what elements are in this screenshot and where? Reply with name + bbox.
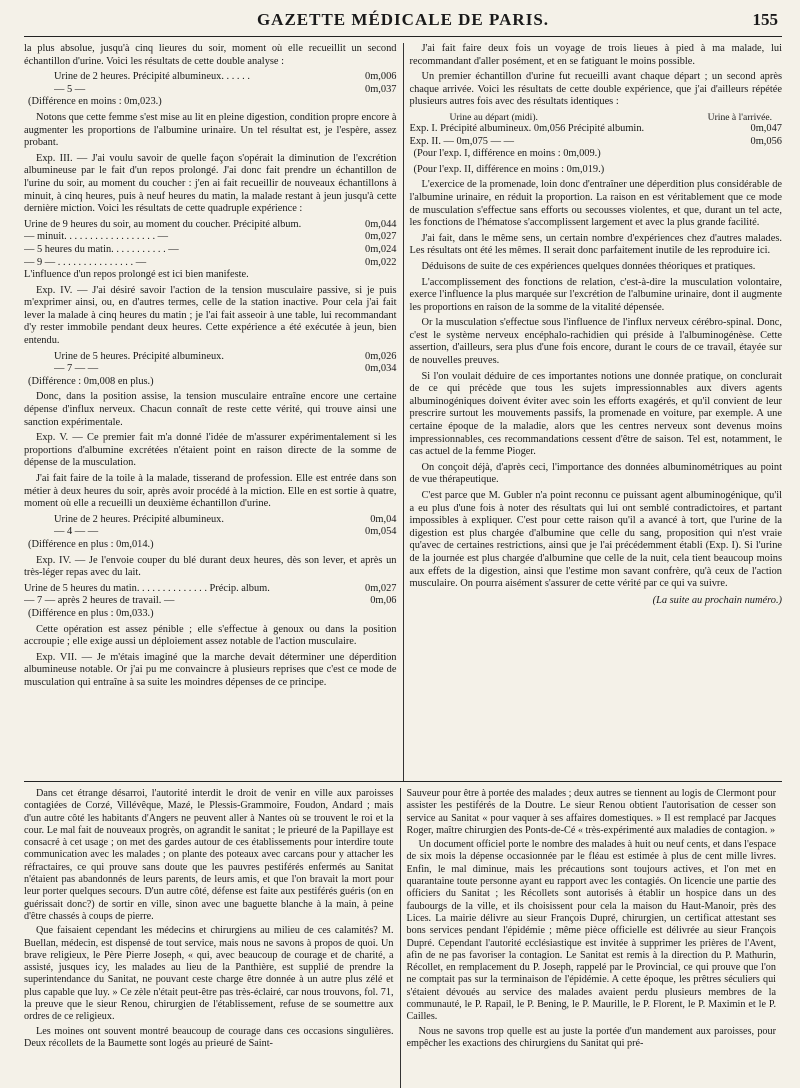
paragraph: Que faisaient cependant les médecins et chirurgiens au milieu de ces calamités? M. Buellan, médecin, est dispensé de tout service, mais nous ne savons à propos de quoi. Un brave religieux, le Père Pierre Joseph, « qui, avec beaucoup de courage et de charité, a assisté, jusques icy, les malades au lieu de la Panthière, est supplié de prendre la superintendance du Sanitat, ne pouvant ceste charge être donnée à un autre plus zélé et plus capable que luy. » Ce zèle n'était peut-être pas très-éclairé, car nous trouvons, fol. 71, la preuve que le sieur Renou, chirurgien de l'établissement, refuse de se soumettre aux ordres de ce religieux. [24, 925, 394, 1023]
feuilleton-section [24, 782, 782, 1088]
result-row: Urine de 5 heures. Précipité albumineux. 0m,026 [54, 350, 397, 362]
paragraph: On conçoit déjà, d'après ceci, l'importance des données albuminométriques au point de vue thérapeutique. [409, 461, 782, 486]
paragraph: Exp. IV. — Je l'envoie couper du blé durant deux heures, dès son lever, et après un très-léger repas avec du lait. [24, 554, 397, 579]
paragraph: Exp. III. — J'ai voulu savoir de quelle façon s'opérait la diminution de l'excrétion albumineuse par le fait d'un repos prolongé. J'ai donc fait prendre un échantillon de l'urine du soir, au moment du coucher : j'en ai fait recueillir de nouveaux échantillons à minuit, à cinq heures, puis à neuf heures du matin, la malade restant à jeun jusqu'à cette dernière miction. Voici les résultats de cette quadruple expérience : [24, 152, 397, 215]
left-column [24, 43, 404, 781]
page-header [24, 10, 782, 37]
paragraph: Nous ne savons trop quelle est au juste la portée d'un mandement aux paroisses, pour empêcher les exactions des chirurgiens du Sanitat qui pré- [406, 1025, 776, 1049]
difference-note: (Pour l'exp. II, différence en moins : 0m,019.) [413, 163, 605, 175]
paragraph: Notons que cette femme s'est mise au lit en pleine digestion, condition propre encore à augmenter les proportions de l'albumine urinaire. Un tel résultat est, je l'espère, assez probant. [24, 111, 397, 149]
paragraph: Si l'on voulait déduire de ces importantes notions une donnée pratique, on conclurait de ce qui précède que tous les sujets impressionnables aux divers agents albuminogéniques doivent éviter avec soin les efforts exagérés, et qu'il convient de leur prescrire surtout les mouvements passifs, la promenade en voiture, par exemple. A une certaine époque de la maladie, alors que les centres nerveux sont devenus moins impressionnables, ces recommandations cessent d'être de saison. Tel est, notamment, le cas actuel de la femme Pioger. [409, 370, 782, 458]
paragraph: Dans cet étrange désarroi, l'autorité interdit le droit de venir en ville aux paroisses contagiées de Corzé, Villévêque, Mazé, le Plessis-Grammoire, Foudon, Andard ; mais d'un autre côté les habitants d'Angers ne peuvent aller à Nantes où se trouvent le roi et la cour. Le mal fait de nouveaux progrès, on agrandit le sanitat ; le prieuré de la Papillaye est consacré à cet usage ; on met des gardes autour de ces établissements pour interdire toute communication avec les malades ; on plante des poteaux avec carcans pour y attacher les réfractaires, ce qui prouve sans doute que les pauvres pestiférés enfermés au Sanitat n'étaient pas abandonnés de leurs parents, de leurs amis, et que l'on bravait la mort pour leur porter quelques secours. D'un autre côté, défense est faite aux pestiférés guéris (on en guérissait donc?) de sortir en ville, sinon avec une baguette blanche à la main, à peine d'être chassés à coups de pierre. [24, 788, 394, 922]
paragraph: Un premier échantillon d'urine fut recueilli avant chaque départ ; un second après chaque arrivée. Voici les résultats de cette double expérience, que j'ai d'ailleurs répétée plusieurs autres fois avec des résultats identiques : [409, 71, 782, 108]
paragraph: J'ai fait faire deux fois un voyage de trois lieues à pied à ma malade, lui recommandant d'aller posément, et en se fatiguant le moins possible. [409, 43, 782, 67]
result-row: — 9 — . . . . . . . . . . . . . . . — 0m,022 [24, 256, 397, 268]
result-row: — 7 — — 0m,034 [54, 363, 397, 375]
result-row: — 5 heures du matin. . . . . . . . . . . — 0m,024 [24, 243, 397, 255]
paragraph: Déduisons de suite de ces expériences quelques données théoriques et pratiques. [421, 260, 756, 272]
result-row: Urine de 2 heures. Précipité albumineux. 0m,04 [54, 513, 397, 525]
page-number: 155 [752, 10, 778, 29]
paragraph: J'ai fait, dans le même sens, un certain nombre d'expériences chez d'autres malades. Les résultats ont été les mêmes. Il serait donc parfaitement inutile de les reproduire ici. [409, 232, 782, 257]
paragraph: Donc, dans la position assise, la tension musculaire entraîne encore une certaine dépense d'influx nerveux. Chacun connaît de reste cette vérité, qui trouve ainsi une sanction expérimentale. [24, 391, 397, 428]
continuation-note: (La suite au prochain numéro.) [652, 594, 782, 606]
result-row: Exp. I. Précipité albumineux. 0m,056 Précipité albumin. 0m,047 [409, 122, 782, 134]
difference-note: (Différence en moins : 0m,023.) [28, 96, 162, 108]
paragraph: Un document officiel porte le nombre des malades à huit ou neuf cents, et dans l'espace de six mois la dépense occasionnée par le fléau est estimée à plus de cent mille livres. Enfin, le mal diminue, mais les précautions sont toujours actives, et l'on met en quarantaine toute personne ayant eu rapport avec les contagiés. On licencie une partie des officiers du Sanitat ; les Récollets sont autorisés à établir un hospice dans un des faubourgs de la ville, et ils choisissent pour cela la maison du Haut-Manoir, près des Lices. La mairie délivre au sieur François Dupré, chirurgien, un certificat attestant ses bons services pendant l'épidémie ; même pièce officielle est délivrée au sieur François Dupré. Cependant l'autorité ecclésiastique est invitée à supprimer les prières de l'Avent, afin de ne pas favoriser la contagion. Le Sanitat est remis à la direction du P. Mathurin, Récollet, en remplacement du P. Joseph, rappelé par le Provincial, ce qui prouve que l'on ne comptait pas sur la terminaison de l'épidémie. A cette époque, les prêtres séculiers qui s'étaient dévoués au service des malades avaient perdu plusieurs membres de la communauté, le P. Rapail, le P. Bening, le P. Maurille, le P. Florent, le P. Maximin et le P. Cailles. [406, 839, 776, 1023]
paragraph: J'ai fait faire de la toile à la malade, tisserand de profession. Elle est entrée dans son métier à deux heures du soir, après avoir procédé à la miction. Elle en est sortie à quatre, moment où elle a recueilli un deuxième échantillon d'urine. [24, 473, 397, 510]
paragraph: Les moines ont souvent montré beaucoup de courage dans ces occasions singulières. Deux récollets de la Baumette sont logés au prieuré de Saint- [24, 1025, 394, 1049]
result-row: Exp. II. — 0m,075 — — 0m,056 [409, 135, 782, 147]
result-column-headers: Urine au départ (midi). Urine à l'arrivée. [449, 111, 772, 123]
difference-note: (Différence en plus : 0m,033.) [28, 607, 154, 619]
paragraph: Or la musculation s'effectue sous l'influence de l'influx nerveux cérébro-spinal. Donc, c'est le système nerveux encéphalo-rachidien qui préside à l'albuminogénèse. Cette assertion, d'ailleurs, sera plus d'une fois encore, durant le cours de ce travail, étayée sur de nouvelles preuves. [409, 317, 782, 367]
result-row: — 5 — 0m,037 [54, 83, 397, 95]
result-row: — 4 — — 0m,054 [54, 526, 397, 538]
difference-note: (Différence en plus : 0m,014.) [28, 538, 154, 550]
result-row: Urine de 5 heures du matin. . . . . . . . . . . . . . Précip. album. 0m,027 [24, 582, 397, 594]
result-row: — minuit. . . . . . . . . . . . . . . . . . — 0m,027 [24, 231, 397, 243]
paragraph: Cette opération est assez pénible ; elle s'effectue à genoux ou dans la position accroupie ; elle exige aussi un déploiement assez notable de l'action musculaire. [24, 623, 397, 648]
difference-note: (Différence : 0m,008 en plus.) [28, 375, 154, 387]
paragraph: Exp. V. — Ce premier fait m'a donné l'idée de m'assurer expérimentalement si les proportions d'albumine excrétées n'étaient point en raison directe de la somme de dépense de la musculation. [24, 432, 397, 469]
paragraph: L'accomplissement des fonctions de relation, c'est-à-dire la musculation volontaire, exerce l'influence la plus marquée sur l'excrétion de l'albumine urinaire, dont il augmente les proportions en raison de la somme de la vitalité dépensée. [409, 276, 782, 313]
result-row: — 7 — après 2 heures de travail. — 0m,06 [24, 595, 397, 607]
paragraph: Exp. IV. — J'ai désiré savoir l'action de la tension musculaire passive, si je puis m'exprimer ainsi, ou, en d'autres termes, celle de la station inactive. Pour cela j'ai fait lever la malade à cinq heures du matin ; je l'ai fait asseoir à une table, lui recommandant d'y rester immobile pendant deux heures. Cette expérience a été exécutée à jeun, bien entendu. [24, 284, 397, 347]
result-row: Urine de 2 heures. Précipité albumineux. . . . . . 0m,006 [54, 71, 397, 83]
journal-title: GAZETTE MÉDICALE DE PARIS. [256, 10, 550, 29]
paragraph: C'est parce que M. Gubler n'a point reconnu ce puissant agent albuminogénique, qu'il a eu plus d'une fois à noter des résultats qui lui ont semblé contradictoires, et partant impossibles à expliquer. C'est pour cette raison qu'il a avancé à tort, que l'urine de la digestion est plus chargée d'albumine que celle du sang, proposition qui n'est vraie qu'avec de certaines restrictions, ainsi que je l'ai précédemment établi (Exp. I). Si l'urine de la journée est plus chargée d'albumine que celle de la nuit, cela tient beaucoup moins aux effets de la digestion, ainsi que l'estime mon savant confrère, qu'à ceux de l'action musculaire. On pourra aisément s'assurer de cette vérité par ce qui va suivre. [409, 490, 782, 590]
paragraph: la plus absolue, jusqu'à cinq lieures du soir, moment où elle recueillit un second échantillon d'urine. Voici les résultats de cette double analyse : [24, 43, 397, 67]
bottom-left-column [24, 788, 401, 1088]
bottom-right-column [401, 788, 783, 1088]
paragraph: L'exercice de la promenade, loin donc d'entraîner une déperdition plus considérable de l'albumine urinaire, en réduit la proportion. La raison en est véritablement que ce mode de musculation s'effectue sans efforts ou secousses violentes, et que, durant un tel acte, les fonctions de l'hématose s'accomplissent largement et avec la plus grande facilité. [409, 179, 782, 229]
paragraph: Exp. VII. — Je m'étais imaginé que la marche devait déterminer une déperdition albumineuse notable. Or j'ai pu me convaincre à plusieurs reprises que c'est ce mode de musculation qui entraîne à sa suite les moindres dépenses de ce principe. [24, 651, 397, 688]
paragraph: L'influence d'un repos prolongé est ici bien manifeste. [24, 269, 249, 281]
result-row: Urine de 9 heures du soir, au moment du coucher. Précipité album. 0m,044 [24, 218, 397, 230]
article-section [24, 43, 782, 782]
difference-note: (Pour l'exp. I, différence en moins : 0m,009.) [413, 148, 601, 160]
paragraph: Sauveur pour être à portée des malades ; deux autres se tiennent au logis de Clermont pour assister les pestiférés de la Doutre. Le sieur Renou obtient l'autorisation de cesser son service au Sanitat « pour vaquer à ses affaires domestiques. » Il est remplacé par Jacques Roger, maître chirurgien des Ponts-de-Cé « très-expérimenté aux maladies de contagion. » [406, 788, 776, 836]
right-column [404, 43, 783, 781]
